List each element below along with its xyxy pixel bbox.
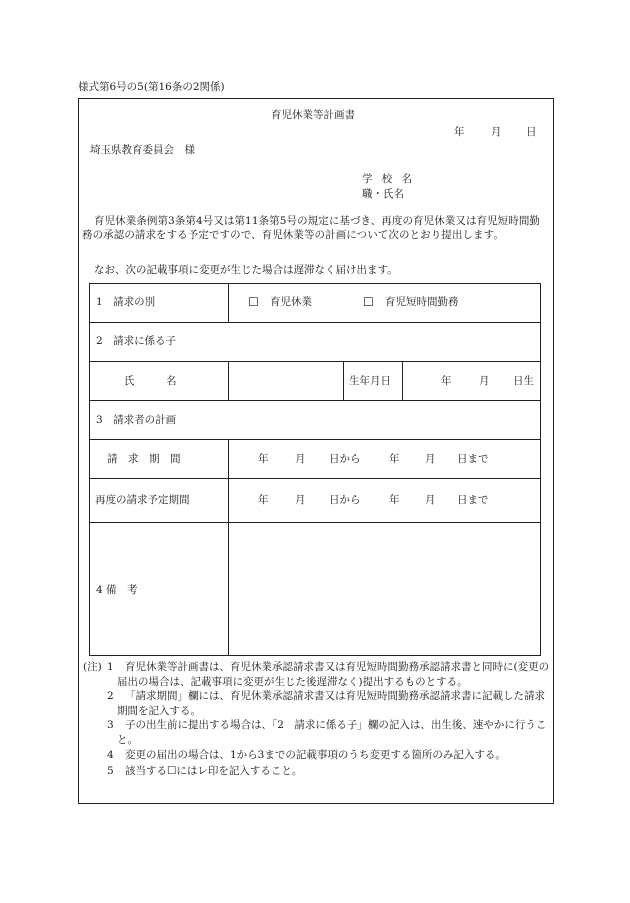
note-text: 「請求期間」欄には、育児休業承認請求書又は育児短時間勤務承認請求書に記載した請求期間を記入する。 [117, 690, 545, 717]
plan-section-label: 3 請求者の計画 [96, 414, 177, 426]
short-hours-option: 育児短時間勤務 [385, 296, 459, 308]
body-paragraph: 育児休業条例第3条第4号又は第11条第5号の規定に基づき、再度の育児休業又は育児短時間勤務の承認の請求をする予定ですので、育児休業等の計画について次のとおり提出します。 [82, 215, 540, 241]
period-start-day: 日から [329, 453, 361, 465]
date-month: 月 [491, 126, 502, 138]
re-period-end-year: 年 [389, 494, 400, 506]
re-period-start-year: 年 [258, 494, 269, 506]
child-name-label: 氏 名 [124, 375, 177, 387]
short-hours-checkbox[interactable]: ☐ [363, 295, 374, 309]
re-period-start-month: 月 [295, 494, 306, 506]
note-number: 2 [107, 690, 114, 702]
re-period-end-month: 月 [425, 494, 436, 506]
period-end-day: 日まで [457, 453, 489, 465]
staff-name-label: 職・氏名 [362, 188, 404, 200]
school-name-label: 学 校 名 [362, 173, 412, 185]
period-start-year: 年 [258, 453, 269, 465]
date-year: 年 [454, 126, 465, 138]
note-number: 5 [107, 765, 114, 777]
note-number: 3 [107, 719, 114, 731]
note-text: 子の出生前に提出する場合は、「2 請求に係る子」欄の記入は、出生後、速やかに行うこと。 [117, 719, 547, 746]
note-text: 変更の届出の場合は、1から3までの記載事項のうち変更する箇所のみ記入する。 [125, 749, 506, 761]
period-end-month: 月 [425, 453, 436, 465]
date-day: 日 [526, 126, 537, 138]
remarks-label: 4 備 考 [96, 584, 138, 596]
birth-day: 日生 [513, 375, 534, 387]
child-section-label: 2 請求に係る子 [96, 335, 177, 347]
request-period-label: 請 求 期 間 [107, 453, 181, 465]
period-end-year: 年 [389, 453, 400, 465]
document-title: 育児休業等計画書 [271, 109, 355, 121]
re-period-end-day: 日まで [457, 494, 489, 506]
birth-month: 月 [479, 375, 490, 387]
note-text: 育児休業等計画書は、育児休業承認請求書又は育児短時間勤務承認請求書と同時に(変更の届出の場合は、記載事項に変更が生じた後遅滞なく)提出するものとする。 [117, 661, 550, 688]
body-paragraph-note: なお、次の記載事項に変更が生じた場合は遅滞なく届け出ます。 [94, 264, 398, 276]
birth-date-label: 生年月日 [349, 375, 391, 387]
form-number: 様式第6号の5(第16条の2関係) [78, 81, 225, 93]
note-number: 1 [107, 661, 114, 673]
remarks-field[interactable] [232, 526, 537, 652]
request-type-label: 1 請求の別 [96, 296, 156, 308]
period-start-month: 月 [295, 453, 306, 465]
childcare-leave-option: 育児休業 [270, 296, 312, 308]
re-period-start-day: 日から [329, 494, 361, 506]
birth-year: 年 [441, 375, 452, 387]
addressee: 埼玉県教育委員会 様 [90, 144, 195, 156]
note-text: 該当する☐にはレ印を記入すること。 [125, 765, 303, 777]
childcare-leave-checkbox[interactable]: ☐ [248, 295, 259, 309]
re-request-period-label: 再度の請求予定期間 [95, 494, 190, 506]
note-number: 4 [107, 749, 114, 761]
child-name-field[interactable] [232, 365, 340, 396]
notes-prefix: (注) [83, 661, 102, 673]
